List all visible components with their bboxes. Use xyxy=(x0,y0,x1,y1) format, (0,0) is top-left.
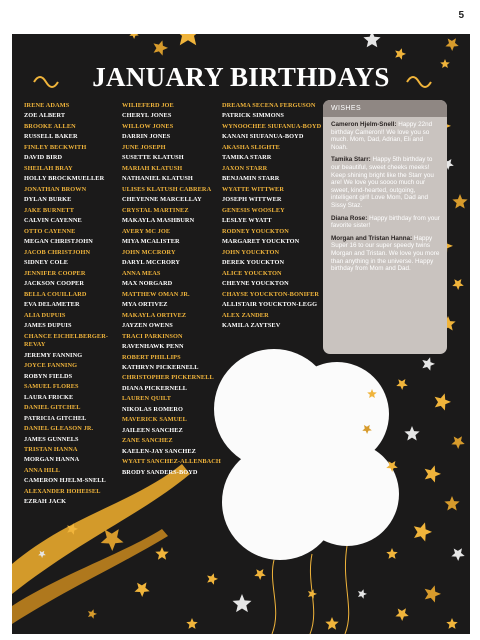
birthday-name: LAURA FRICKE xyxy=(24,393,74,401)
wishes-header: WISHES xyxy=(323,100,447,117)
birthday-name: NATHANIEL KLATUSH xyxy=(122,175,193,183)
page-number: 5 xyxy=(458,10,464,21)
birthday-name: JAILEEN SANCHEZ xyxy=(122,426,183,434)
birthday-name: GENESIS WOOSLEY xyxy=(222,206,285,214)
star-icon xyxy=(207,573,218,584)
birthday-name: KAMILA ZAYTSEV xyxy=(222,322,281,330)
birthday-name: DANIEL GITCHEL xyxy=(24,404,81,412)
birthday-name: MORGAN HANNA xyxy=(24,456,80,464)
birthday-name: DARRIN JONES xyxy=(122,133,171,141)
birthday-name: MARIAH KLATUSH xyxy=(122,164,183,172)
wish-entry xyxy=(331,156,441,209)
birthday-name: PATRICIA GITCHEL xyxy=(24,414,87,422)
star-icon xyxy=(325,617,338,630)
birthday-name: LAUREN QUILT xyxy=(122,395,172,403)
birthday-name: JAKE BURNETT xyxy=(24,206,75,214)
wish-entry xyxy=(331,215,441,230)
birthday-name: WYATT SANCHEZ-ALLENBACH xyxy=(122,458,221,466)
birthday-name: CHAYSE YOUCKTON-BONIFER xyxy=(222,290,320,298)
birthday-name: WILLOW JONES xyxy=(122,122,174,130)
birthday-name: NIKOLAS ROMERO xyxy=(122,405,184,413)
birthday-name: AVERY MC JOE xyxy=(122,227,171,235)
birthday-name: JONATHAN BROWN xyxy=(24,185,87,193)
wish-entry xyxy=(331,121,441,151)
birthday-name: KAELEN-JAY SANCHEZ xyxy=(122,447,196,455)
star-icon xyxy=(425,585,441,602)
birthday-name: BRODY SANDERS-BOYD xyxy=(122,468,198,476)
birthday-name: MAKAYLA ORTIVEZ xyxy=(122,311,187,319)
star-icon xyxy=(129,34,139,39)
birthday-name: DAVID BIRD xyxy=(24,154,63,162)
birthday-name: CAMERON HJELM-SNELL xyxy=(24,477,106,485)
star-icon xyxy=(452,279,464,290)
birthday-name: DARYL MCCRORY xyxy=(122,259,181,267)
birthday-name: CHERYL JONES xyxy=(122,112,172,120)
wish-from: Morgan and Tristan Hanna: xyxy=(331,234,413,242)
birthday-name: ALIA DUPUIS xyxy=(24,311,66,319)
birthday-name: DREAMA SECENA FERGUSON xyxy=(222,101,316,109)
birthday-name: ULISES KLATUSH CABRERA xyxy=(122,185,212,193)
birthday-name: LESLYE WYATT xyxy=(222,217,272,225)
birthday-name: JAXON STARR xyxy=(222,164,268,172)
birthday-name: ALEX ZANDER xyxy=(222,311,269,319)
birthday-name: SIDNEY COLE xyxy=(24,259,69,267)
balloon-string xyxy=(272,560,276,634)
star-icon xyxy=(308,589,317,599)
birthday-name: JOHN MCCRORY xyxy=(122,248,176,256)
birthday-name: DYLAN BURKE xyxy=(24,196,72,204)
birthday-name: JEREMY FANNING xyxy=(24,351,83,359)
star-icon xyxy=(445,38,458,51)
star-icon xyxy=(404,426,419,441)
birthday-name: MAX NORGARD xyxy=(122,280,173,288)
birthday-name: HOLLY BROCKMUELLER xyxy=(24,175,105,183)
star-icon xyxy=(395,48,406,59)
star-icon xyxy=(414,522,432,541)
star-icon xyxy=(233,594,252,612)
birthday-name: CHEYENNE MARCELLAY xyxy=(122,196,202,204)
birthday-name: WILIEFERD JOE xyxy=(122,101,174,109)
wish-from: Tamika Starr: xyxy=(331,156,371,164)
wishes-box xyxy=(323,100,447,354)
star-icon xyxy=(395,608,408,621)
birthday-name: MAKAYLA MASHBURN xyxy=(122,217,195,225)
star-icon xyxy=(422,357,435,370)
birthday-name: CRYSTAL MARTINEZ xyxy=(122,206,189,214)
star-icon xyxy=(186,618,197,629)
birthday-name: TRISTAN HANNA xyxy=(24,445,78,453)
birthday-name: SAMUEL FLORES xyxy=(24,383,79,391)
birthday-name: ANNA MEAS xyxy=(122,269,161,277)
birthday-name: RODNEY YOUCKTON xyxy=(222,227,289,235)
star-icon xyxy=(363,34,380,47)
birthday-name: CHANCE EICHELBERGER-REVAY xyxy=(24,332,109,349)
wish-text: Happy Super 16 to our super speedy twins Morgan and Tristan. We love you more than anything in the universe. Happy birthday from Mom and Dad. xyxy=(331,234,440,273)
birthday-name: JAYZEN OWENS xyxy=(122,322,173,330)
birthday-name: JUNE JOSEPH xyxy=(122,143,166,151)
birthday-name: SUSETTE KLATUSH xyxy=(122,154,184,162)
star-icon xyxy=(175,34,202,45)
star-icon xyxy=(135,582,150,597)
birthday-name: ALLISTAIR YOUCKTON-LEGG xyxy=(222,301,318,309)
birthday-name: ANNA HILL xyxy=(24,466,61,474)
birthday-name: JACKSON COOPER xyxy=(24,280,84,288)
birthday-name: DANIEL GLEASON JR. xyxy=(24,425,94,433)
birthday-name: ALEXANDER HOHEISEL xyxy=(24,487,101,495)
wishes-list xyxy=(323,117,447,273)
birthday-name: JOHN YOUCKTON xyxy=(222,248,280,256)
birthday-name: ALICE YOUCKTON xyxy=(222,269,282,277)
star-icon xyxy=(451,548,464,561)
birthday-name: RUSSELL BAKER xyxy=(24,133,78,141)
birthday-name: CALVIN CAYENNE xyxy=(24,217,82,225)
birthday-name: RAVENHAWK PENN xyxy=(122,343,184,351)
birthday-name: MEGAN CHRISTJOHN xyxy=(24,238,93,246)
star-icon xyxy=(396,379,408,390)
star-icon xyxy=(386,548,397,559)
names-column-3 xyxy=(222,100,322,331)
star-icon xyxy=(101,529,124,551)
birthday-name: WYATTE WITTWER xyxy=(222,185,284,193)
birthday-name: DEREK YOUCKTON xyxy=(222,259,285,267)
birthday-name: JOYCE FANNING xyxy=(24,362,78,370)
wish-text: Happy birthday from your favorite sister! xyxy=(331,214,440,230)
birthday-name: ROBERT PHILLIPS xyxy=(122,353,181,361)
birthday-name: TAMIKA STARR xyxy=(222,154,272,162)
star-icon xyxy=(254,569,265,580)
wish-text: Happy 5th birthday to our beautiful, sweet cheeks meeks! Keep shining bright like the Starr you are! We love you soooo much our sweet, kind-hearted, outgoing, intelligent girl! Love Mom, Dad and Sissy Staz. xyxy=(331,156,434,209)
birthday-name: JAMES DUPUIS xyxy=(24,322,72,330)
birthday-name: MARGARET YOUCKTON xyxy=(222,238,300,246)
star-icon xyxy=(446,618,457,629)
birthday-name: ROBYN FIELDS xyxy=(24,372,73,380)
birthday-name: ZANE SANCHEZ xyxy=(122,437,173,445)
birthday-name: EVA DELAMETER xyxy=(24,301,80,309)
birthday-name: SHEILAH BRAY xyxy=(24,164,73,172)
wish-text: Happy 22nd birthday Cameron!! We love you so much. Mom, Dad, Adrian, Eli and Noah. xyxy=(331,121,433,151)
birthday-name: OTTO CAYENNE xyxy=(24,227,76,235)
birthday-name: PATRICK SIMMONS xyxy=(222,112,284,120)
names-column-2 xyxy=(122,100,222,477)
birthday-name: MAVERICK SAMUEL xyxy=(122,416,187,424)
star-icon xyxy=(451,436,464,449)
star-icon xyxy=(358,589,367,599)
birthday-name: MIYA MCALISTER xyxy=(122,238,180,246)
birthday-name: FINLEY BECKWITH xyxy=(24,143,87,151)
star-icon xyxy=(425,465,441,482)
birthday-name: BENJAMIN STARR xyxy=(222,175,280,183)
birthday-name: KANANI SIUFANUA-BOYD xyxy=(222,133,304,141)
wish-from: Diana Rose: xyxy=(331,214,368,222)
page-title: JANUARY BIRTHDAYS xyxy=(92,62,390,92)
wish-entry xyxy=(331,235,441,273)
birthday-name: CHEYNE YOUCKTON xyxy=(222,280,289,288)
birthday-name: EZRAH JACK xyxy=(24,498,67,506)
birthday-name: IRENE ADAMS xyxy=(24,101,70,109)
birthday-name: AKASHA SLIGHTE xyxy=(222,143,280,151)
birthday-name: BROOKE ALLEN xyxy=(24,122,76,130)
gold-brush-stroke xyxy=(12,529,168,624)
birthday-panel xyxy=(12,34,470,634)
star-icon xyxy=(435,393,451,410)
birthday-name: BELLA COUILLARD xyxy=(24,290,87,298)
star-icon xyxy=(154,40,169,55)
balloon-string xyxy=(345,546,349,634)
birthday-name: KATHRYN PICKERNELL xyxy=(122,364,199,371)
birthday-name: TRACI PARKINSON xyxy=(122,332,183,340)
wish-from: Cameron Hjelm-Snell: xyxy=(331,121,397,128)
names-column-1 xyxy=(24,100,122,507)
star-icon xyxy=(444,496,459,511)
star-icon xyxy=(88,609,97,619)
star-icon xyxy=(452,194,467,209)
balloon-icon xyxy=(264,414,344,494)
birthday-name: WYNOOCHEE SIUFANUA-BOYD xyxy=(222,122,322,130)
birthday-name: JACOB CHRISTJOHN xyxy=(24,248,91,256)
birthday-name: MYA ORTIVEZ xyxy=(122,301,168,309)
birthday-name: DIANA PICKERNELL xyxy=(122,384,188,392)
birthday-name: JAMES GUNNELS xyxy=(24,435,79,443)
birthday-name: JENNIFER COOPER xyxy=(24,269,86,277)
birthday-name: ZOE ALBERT xyxy=(24,112,66,120)
birthday-name: CHRISTOPHER PICKERNELL xyxy=(122,374,214,382)
star-icon xyxy=(155,547,168,560)
birthday-name: JOSEPH WITTWER xyxy=(222,196,282,204)
birthday-name: MATTHEW OMAN JR. xyxy=(122,290,190,298)
